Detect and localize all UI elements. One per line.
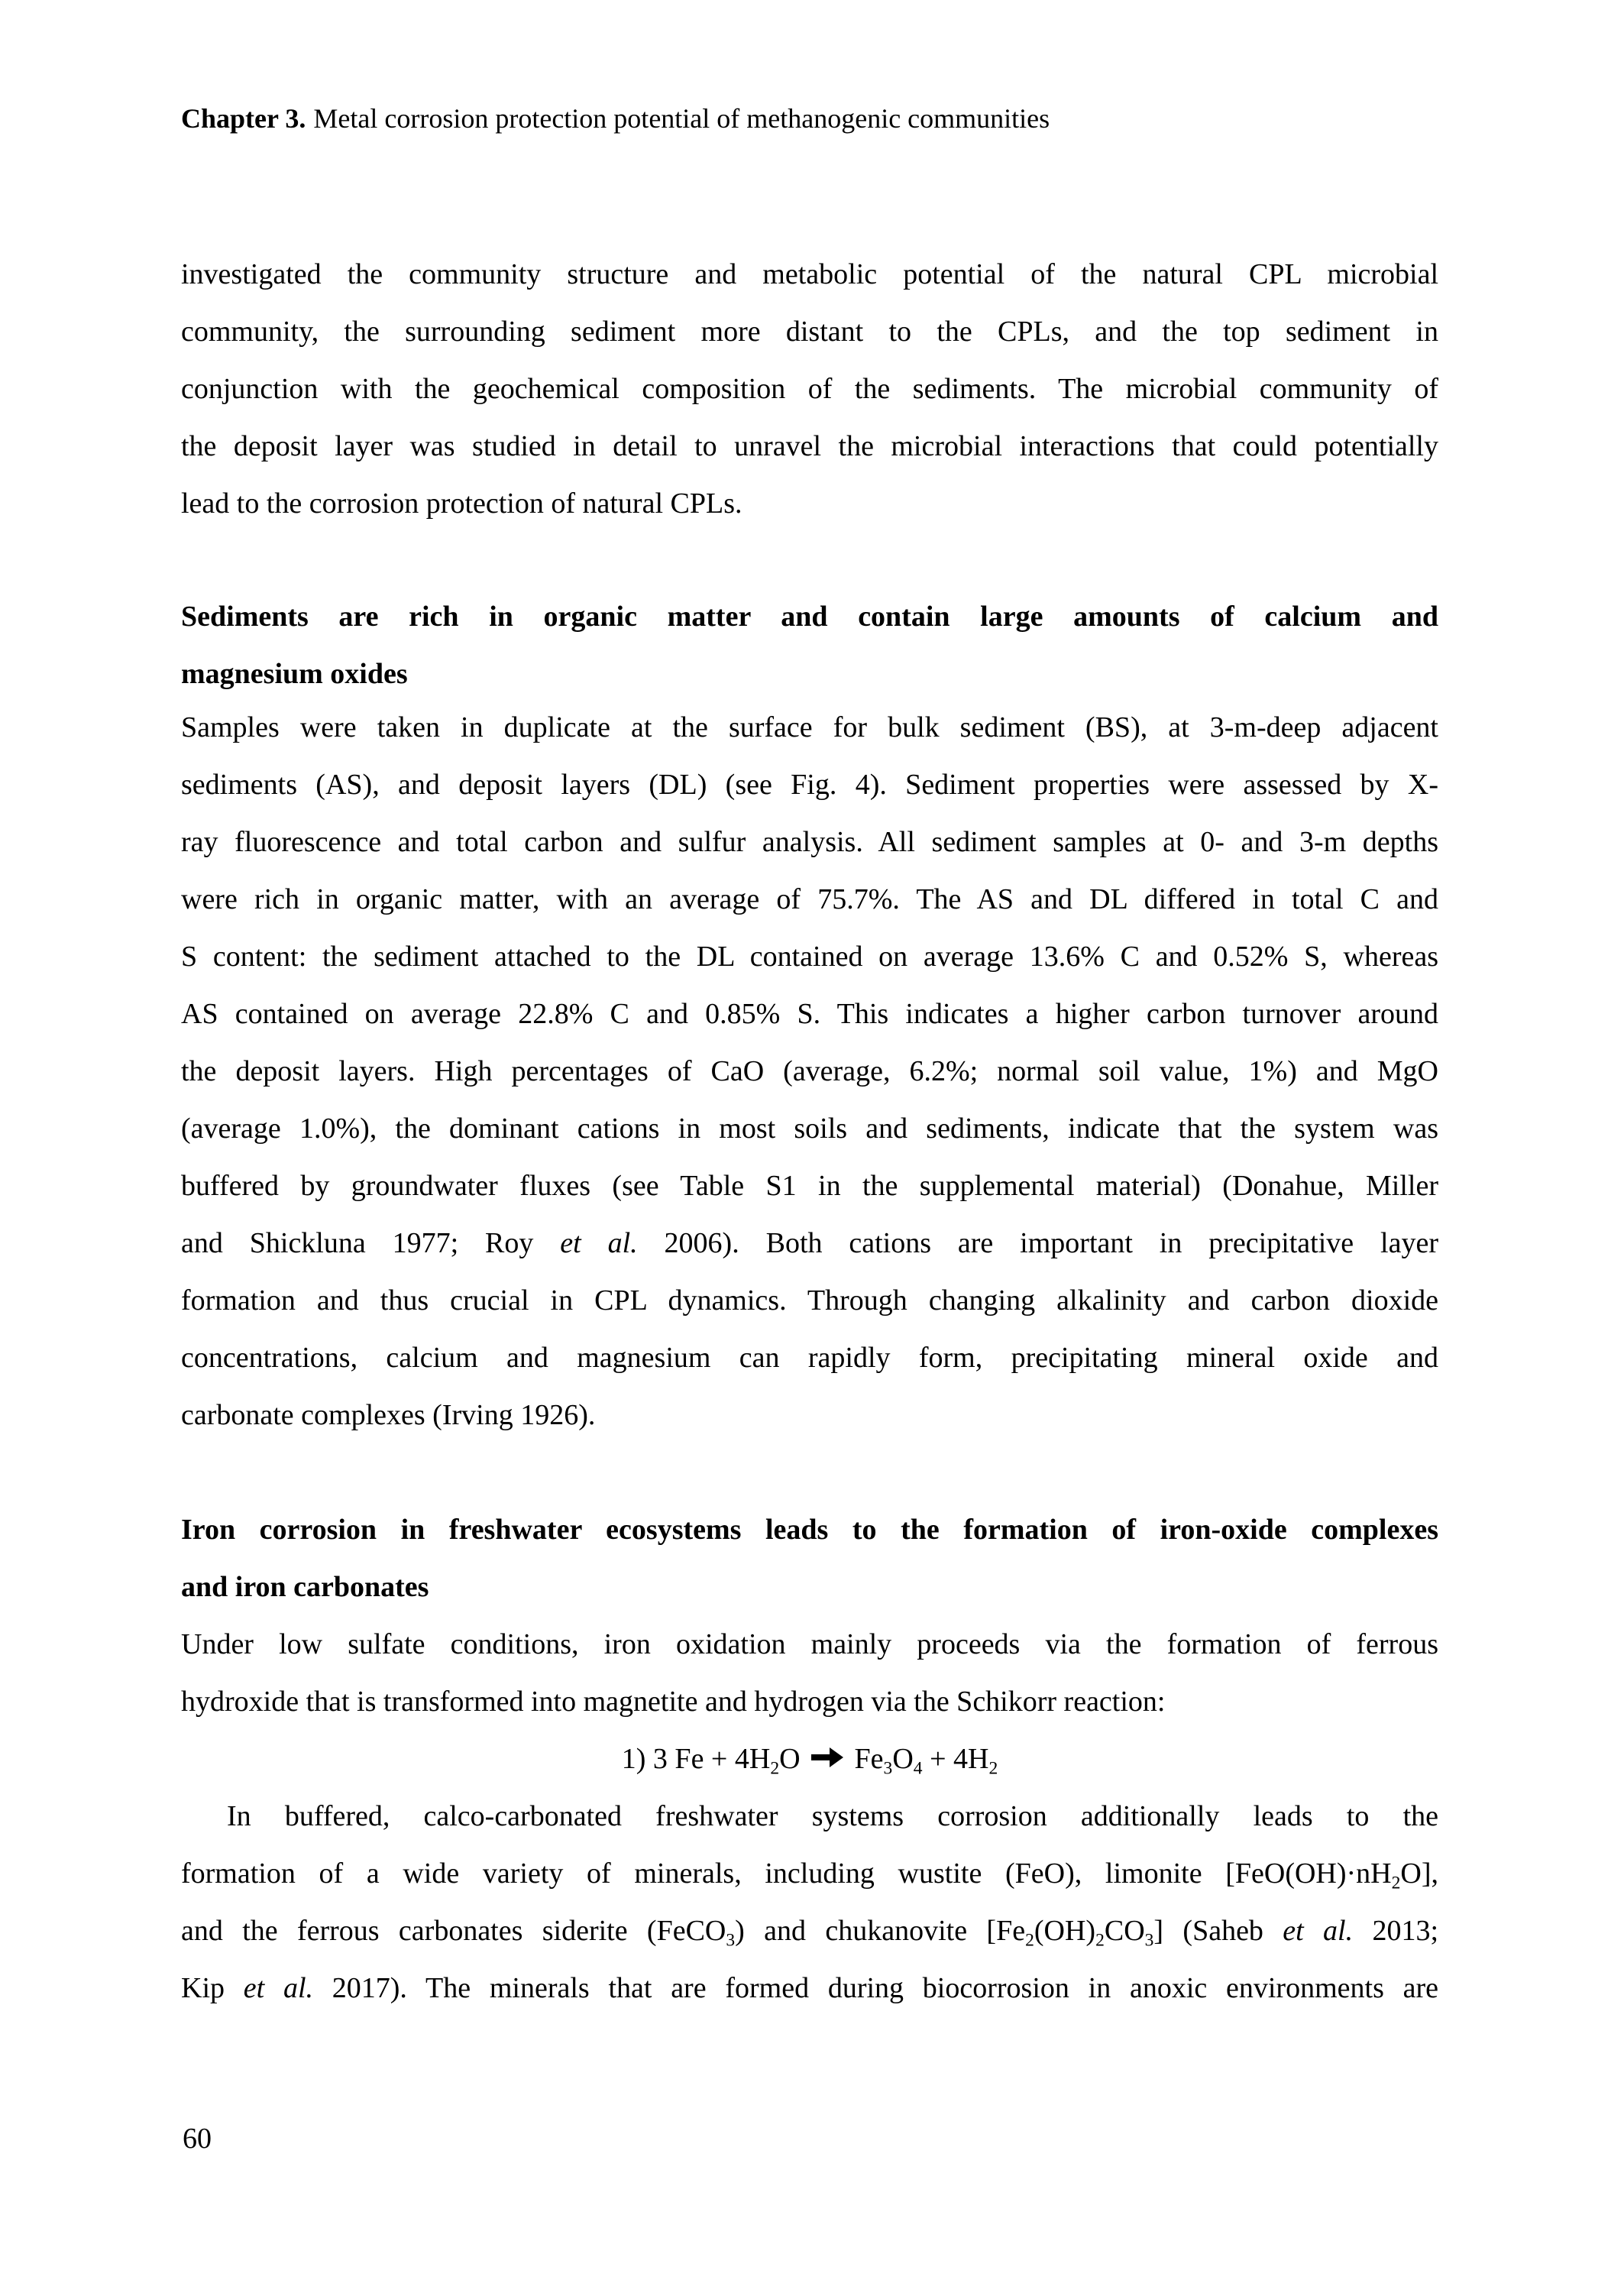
text-run: et al.: [243, 1972, 314, 2004]
text-run: lead to the corrosion protection of natural CPLs.: [181, 487, 742, 520]
text-run: 2017). The minerals that are formed during biocorrosion in anoxic environments are: [313, 1972, 1438, 2004]
section-heading: [181, 1501, 1438, 1616]
text-run: and iron carbonates: [181, 1571, 429, 1603]
text-run: O: [779, 1743, 808, 1775]
text-line: [181, 1501, 1438, 1559]
text-line: [181, 986, 1438, 1043]
text-run: Samples were taken in duplicate at the surface for bulk sediment (BS), at 3-m-deep adjacent: [181, 711, 1438, 743]
text-line: [181, 1845, 1438, 1903]
text-line: [181, 588, 1438, 646]
text-line: [181, 1158, 1438, 1215]
text-run: Kip: [181, 1972, 244, 2004]
text-run: the deposit layer was studied in detail to unravel the microbial interactions that could potentially: [181, 430, 1438, 462]
text-run: conjunction with the geochemical composition of the sediments. The microbial community of: [181, 373, 1438, 405]
text-run: formation and thus crucial in CPL dynamics. Through changing alkalinity and carbon dioxide: [181, 1284, 1438, 1317]
text-run: + 4H: [922, 1743, 989, 1775]
text-run: et al.: [560, 1227, 638, 1259]
text-run: formation of a wide variety of minerals, including wustite (FeO), limonite [FeO(OH)·nH: [181, 1857, 1392, 1890]
subscript-text: 4: [913, 1758, 923, 1779]
text-line: [181, 475, 1438, 533]
text-line: [181, 1673, 1438, 1731]
text-run: carbonate complexes (Irving 1926).: [181, 1399, 596, 1431]
text-line: [181, 1215, 1438, 1272]
text-line: [181, 1731, 1438, 1788]
text-run: S content: the sediment attached to the DL contained on average 13.6% C and 0.52% S, whereas: [181, 941, 1438, 973]
text-line: [181, 1616, 1438, 1673]
subscript-text: 2: [1095, 1930, 1105, 1951]
text-run: Sediments are rich in organic matter and contain large amounts of calcium and: [181, 601, 1438, 633]
section-heading: [181, 588, 1438, 703]
text-run: investigated the community structure and metabolic potential of the natural CPL microbial: [181, 258, 1438, 290]
text-line: [181, 699, 1438, 756]
text-line: [181, 246, 1438, 303]
text-line: [181, 1100, 1438, 1158]
subscript-text: 2: [1025, 1930, 1034, 1951]
subscript-text: 2: [1391, 1873, 1401, 1893]
text-run: AS contained on average 22.8% C and 0.85% S. This indicates a higher carbon turnover around: [181, 998, 1438, 1030]
text-run: (average 1.0%), the dominant cations in most soils and sediments, indicate that the system was: [181, 1112, 1438, 1145]
text-run: 2006). Both cations are important in precipitative layer: [637, 1227, 1438, 1259]
text-line: [181, 871, 1438, 928]
text-run: Iron corrosion in freshwater ecosystems leads to the formation of iron-oxide complexes: [181, 1514, 1438, 1546]
subscript-text: 3: [883, 1758, 893, 1779]
text-line: [181, 1559, 1438, 1616]
subscript-text: 3: [726, 1930, 736, 1951]
paragraph: [181, 1788, 1438, 2017]
text-line: [181, 1043, 1438, 1100]
text-run: hydroxide that is transformed into magnetite and hydrogen via the Schikorr reaction:: [181, 1686, 1166, 1718]
text-line: [181, 303, 1438, 361]
chapter-label: Chapter 3.: [181, 103, 306, 134]
text-line: [181, 1960, 1438, 2017]
text-run: the deposit layers. High percentages of CaO (average, 6.2%; normal soil value, 1%) and MgO: [181, 1055, 1438, 1087]
equation: [181, 1731, 1438, 1788]
text-line: [181, 814, 1438, 871]
text-run: ray fluorescence and total carbon and sulfur analysis. All sediment samples at 0- and 3-m depths: [181, 826, 1438, 858]
page-number: 60: [183, 2123, 212, 2155]
text-run: buffered by groundwater fluxes (see Table S1 in the supplemental material) (Donahue, Miller: [181, 1170, 1438, 1202]
text-line: [181, 928, 1438, 986]
text-run: were rich in organic matter, with an average of 75.7%. The AS and DL differed in total C and: [181, 883, 1438, 915]
paragraph: [181, 699, 1438, 1444]
text-run: Under low sulfate conditions, iron oxidation mainly proceeds via the formation of ferrous: [181, 1628, 1438, 1660]
text-line: [181, 646, 1438, 703]
text-run: In buffered, calco-carbonated freshwater systems corrosion additionally leads to the: [227, 1800, 1438, 1832]
text-run: concentrations, calcium and magnesium can rapidly form, precipitating mineral oxide and: [181, 1342, 1438, 1374]
text-run: CO: [1104, 1915, 1145, 1947]
subscript-text: 3: [1144, 1930, 1154, 1951]
text-run: et al.: [1283, 1915, 1354, 1947]
text-run: and the ferrous carbonates siderite (FeCO: [181, 1915, 726, 1947]
text-run: Fe: [847, 1743, 884, 1775]
chapter-title: Metal corrosion protection potential of methanogenic communities: [313, 103, 1050, 134]
text-run: 1) 3 Fe + 4H: [621, 1743, 771, 1775]
subscript-text: 2: [770, 1758, 780, 1779]
text-run: magnesium oxides: [181, 658, 408, 690]
right-arrow-icon: [810, 1732, 844, 1788]
text-line: [181, 1272, 1438, 1329]
text-run: O: [892, 1743, 914, 1775]
text-run: 2013;: [1353, 1915, 1438, 1947]
text-line: [181, 361, 1438, 418]
text-run: O],: [1400, 1857, 1438, 1890]
text-run: ) and chukanovite [Fe: [735, 1915, 1026, 1947]
text-run: (OH): [1034, 1915, 1096, 1947]
paragraph: [181, 246, 1438, 533]
page-header: [181, 102, 1050, 134]
subscript-text: 2: [988, 1758, 998, 1779]
text-run: and Shickluna 1977; Roy: [181, 1227, 561, 1259]
text-run: sediments (AS), and deposit layers (DL) (see Fig. 4). Sediment properties were assessed by X-: [181, 769, 1438, 801]
text-run: community, the surrounding sediment more distant to the CPLs, and the top sediment in: [181, 316, 1438, 348]
text-line: [181, 1903, 1438, 1960]
text-line: [181, 418, 1438, 475]
text-line: [181, 1788, 1438, 1845]
paragraph: [181, 1616, 1438, 1731]
text-line: [181, 756, 1438, 814]
text-line: [181, 1387, 1438, 1444]
text-line: [181, 1329, 1438, 1387]
text-run: ] (Saheb: [1153, 1915, 1283, 1947]
